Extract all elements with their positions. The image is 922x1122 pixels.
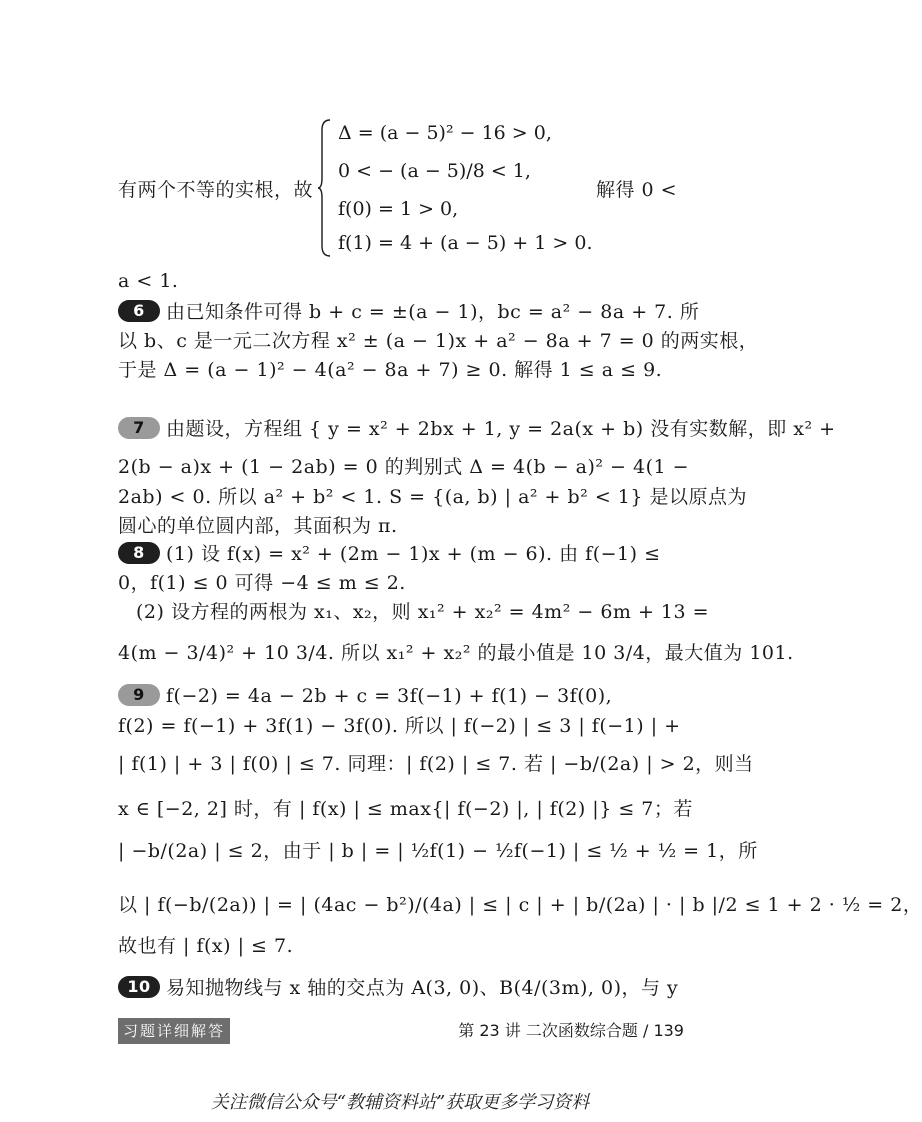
- text-line: 以 | f(−b/(2a)) | = | (4ac − b²)/(4a) | ≤ | c | + | b/(2a) | · | b |/2 ≤ 1 + 2 · ½ = 2，: [118, 894, 922, 916]
- intro-text: 有两个不等的实根，故: [118, 179, 314, 201]
- text-line: 由题设，方程组 { y = x² + 2bx + 1, y = 2a(x + b) 没有实数解，即 x² +: [166, 418, 836, 440]
- problem-10-line: [118, 975, 688, 1001]
- watermark-text: 关注微信公众号“教辅资料站”获取更多学习资料: [210, 1092, 590, 1113]
- text-line: 故也有 | f(x) | ≤ 7.: [118, 935, 294, 957]
- text-line: 4(m − 3/4)² + 10 3/4. 所以 x₁² + x₂² 的最小值是 10 3/4，最大值为 101.: [118, 642, 794, 664]
- system-row: Δ = (a − 5)² − 16 > 0,: [338, 122, 552, 144]
- text-line: 以 b、c 是一元二次方程 x² ± (a − 1)x + a² − 8a + 7 = 0 的两实根，: [118, 330, 759, 352]
- text-line: (1) 设 f(x) = x² + (2m − 1)x + (m − 6). 由 f(−1) ≤: [166, 543, 661, 565]
- text-line: 2ab) < 0. 所以 a² + b² < 1. S = {(a, b) | a² + b² < 1} 是以原点为: [118, 486, 748, 508]
- system-row: f(0) = 1 > 0,: [338, 198, 459, 220]
- problem-number-badge: 6: [118, 300, 160, 322]
- text-line: (2) 设方程的两根为 x₁、x₂，则 x₁² + x₂² = 4m² − 6m + 13 =: [136, 601, 710, 623]
- problem-8-line: [118, 541, 688, 567]
- problem-number-badge: 7: [118, 417, 160, 439]
- text-line: 0，f(1) ≤ 0 可得 −4 ≤ m ≤ 2.: [118, 572, 406, 594]
- text-line: | −b/(2a) | ≤ 2，由于 | b | = | ½f(1) − ½f(−1) | ≤ ½ + ½ = 1，所: [118, 840, 758, 862]
- section-label: 习题详细解答: [118, 1018, 230, 1044]
- problem-6-line: [118, 299, 700, 325]
- problem-9-line: [118, 683, 688, 709]
- text-line: 圆心的单位圆内部，其面积为 π.: [118, 515, 398, 537]
- system-row: f(1) = 4 + (a − 5) + 1 > 0.: [338, 232, 593, 254]
- solve-text: 解得 0 <: [596, 179, 678, 201]
- text-line: 于是 Δ = (a − 1)² − 4(a² − 8a + 7) ≥ 0. 解得 1 ≤ a ≤ 9.: [118, 359, 663, 381]
- problem-number-badge: 8: [118, 542, 160, 564]
- problem-number-badge: 10: [118, 976, 160, 998]
- text-line: 2(b − a)x + (1 − 2ab) = 0 的判别式 Δ = 4(b − a)² − 4(1 −: [118, 456, 690, 478]
- text-line: | f(1) | + 3 | f(0) | ≤ 7. 同理：| f(2) | ≤ 7. 若 | −b/(2a) | > 2，则当: [118, 753, 754, 775]
- inequality-system: [318, 118, 618, 258]
- text-line: f(2) = f(−1) + 3f(1) − 3f(0). 所以 | f(−2) | ≤ 3 | f(−1) | +: [118, 715, 681, 737]
- text-line: f(−2) = 4a − 2b + c = 3f(−1) + f(1) − 3f(0),: [166, 685, 613, 707]
- text-line: 由已知条件可得 b + c = ±(a − 1)，bc = a² − 8a + 7. 所: [166, 301, 700, 323]
- left-brace-icon: [318, 118, 332, 258]
- problem-number-badge: 9: [118, 684, 160, 706]
- chapter-page-number: 第 23 讲 二次函数综合题 / 139: [458, 1021, 684, 1040]
- text-line: a < 1.: [118, 270, 179, 292]
- problem-7-line: [118, 416, 836, 442]
- system-row: 0 < − (a − 5)/8 < 1,: [338, 160, 531, 182]
- text-line: x ∈ [−2, 2] 时，有 | f(x) | ≤ max{| f(−2) |, | f(2) |} ≤ 7；若: [118, 798, 693, 820]
- text-line: 易知抛物线与 x 轴的交点为 A(3, 0)、B(4/(3m), 0)，与 y: [166, 977, 679, 999]
